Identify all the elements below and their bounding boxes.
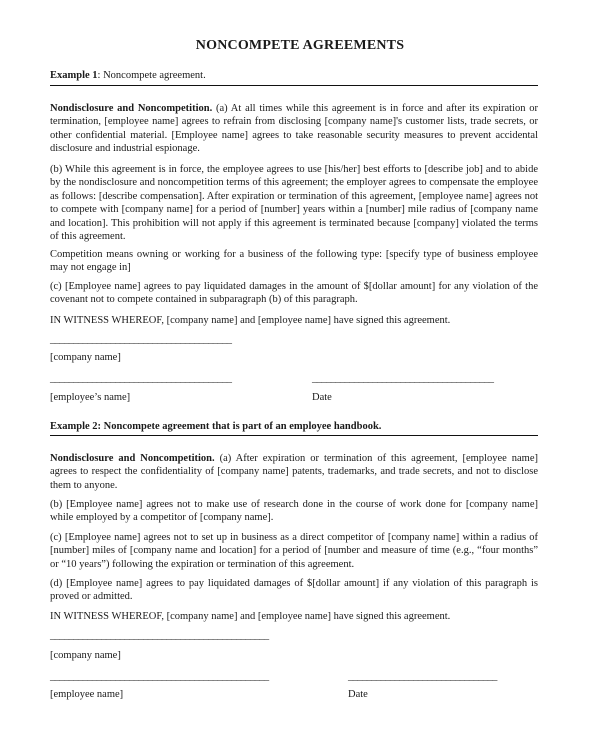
example2-paragraph-a: [50, 452, 538, 492]
example1-company-signature-line: _______________________________________: [50, 334, 232, 345]
example2-company-signature-line: _______________________________________________: [50, 630, 269, 641]
example1-paragraph-b: (b) While this agreement is in force, the employee agrees to use [his/her] best efforts to [describe job] and to abide by the nondisclosure and noncompetition terms of this agreement; the employer agrees to compensate the employee as follows: [describe compensation]. After expiration or termination of this agreement, [employee name] agrees not to compete with [company name] for a period of [number] years within a [number] mile radius of [company name and location]. This prohibition will not apply if this agreement is terminated because [company] violated the terms of this agreement.: [50, 164, 538, 243]
example1-heading-prefix: Example 1: [50, 70, 98, 81]
example2-witness-clause: IN WITNESS WHEREOF, [company name] and [employee name] have signed this agreement.: [50, 611, 451, 622]
example1-date-line: _______________________________________: [312, 373, 494, 384]
example2-employee-signature-label: [employee name]: [50, 689, 124, 700]
example1-competition-definition: Competition means owning or working for a business of the following type: [specify type of business employee may not engage in]: [50, 249, 538, 274]
example2-paragraph-c: (c) [Employee name] agrees not to set up in business as a direct competitor of [company name] within a radius of [number] miles of [company name and location] for a period of [number and measure of time (e.g., “four months” or “10 years”) following the expiration or termination of this agreement.: [50, 532, 538, 570]
example1-employee-signature-line: _______________________________________: [50, 373, 232, 384]
example2-date-label: Date: [348, 689, 368, 700]
example1-paragraph-a-text: (a) At all times while this agreement is in force and after its expiration or termination, [employee name] agrees to refrain from disclosing [company name]'s customer lists, trade secrets, or other confidential material. [Employee name] agrees to take reasonable security measures to prevent accidental disclosure and industrial espionage.: [50, 103, 538, 155]
example2-divider: [50, 435, 538, 436]
example1-heading-rest: : Noncompete agreement.: [97, 70, 206, 81]
example2-company-signature-label: [company name]: [50, 650, 121, 661]
page-title: NONCOMPETE AGREEMENTS: [195, 38, 405, 53]
example1-employee-signature-label: [employee’s name]: [50, 392, 131, 403]
example2-paragraph-d: (d) [Employee name] agrees to pay liquidated damages of $[dollar amount] if any violation of this paragraph is proved or admitted.: [50, 578, 538, 603]
example2-date-line: ________________________________: [348, 671, 497, 682]
example2-heading: [50, 421, 381, 432]
example1-heading: [50, 70, 206, 81]
example1-witness-clause: IN WITNESS WHEREOF, [company name] and [employee name] have signed this agreement.: [50, 315, 451, 326]
example1-company-signature-label: [company name]: [50, 352, 121, 363]
example1-paragraph-c: (c) [Employee name] agrees to pay liquidated damages in the amount of $[dollar amount] for any violation of the covenant not to compete contained in subparagraph (b) of this paragraph.: [50, 281, 538, 306]
example1-paragraph-a: [50, 102, 538, 156]
example2-paragraph-a-text: (a) After expiration or termination of this agreement, [employee name] agrees to respect the confidentiality of [company name] patents, trademarks, and trade secrets, and not to disclose them to anyone.: [50, 453, 538, 491]
example2-heading-prefix: Example 2: [50, 421, 98, 432]
example1-paragraph-a-lead: Nondisclosure and Noncompetition.: [50, 103, 213, 114]
example2-paragraph-b: (b) [Employee name] agrees not to make use of research done in the course of work done for [company name] while employed by a competitor of [company name].: [50, 499, 538, 524]
example2-employee-signature-line: _______________________________________________: [50, 671, 269, 682]
example1-date-label: Date: [312, 392, 332, 403]
example2-heading-rest: : Noncompete agreement that is part of an employee handbook.: [97, 421, 382, 432]
example1-divider: [50, 85, 538, 86]
example2-paragraph-a-lead: Nondisclosure and Noncompetition.: [50, 453, 215, 464]
